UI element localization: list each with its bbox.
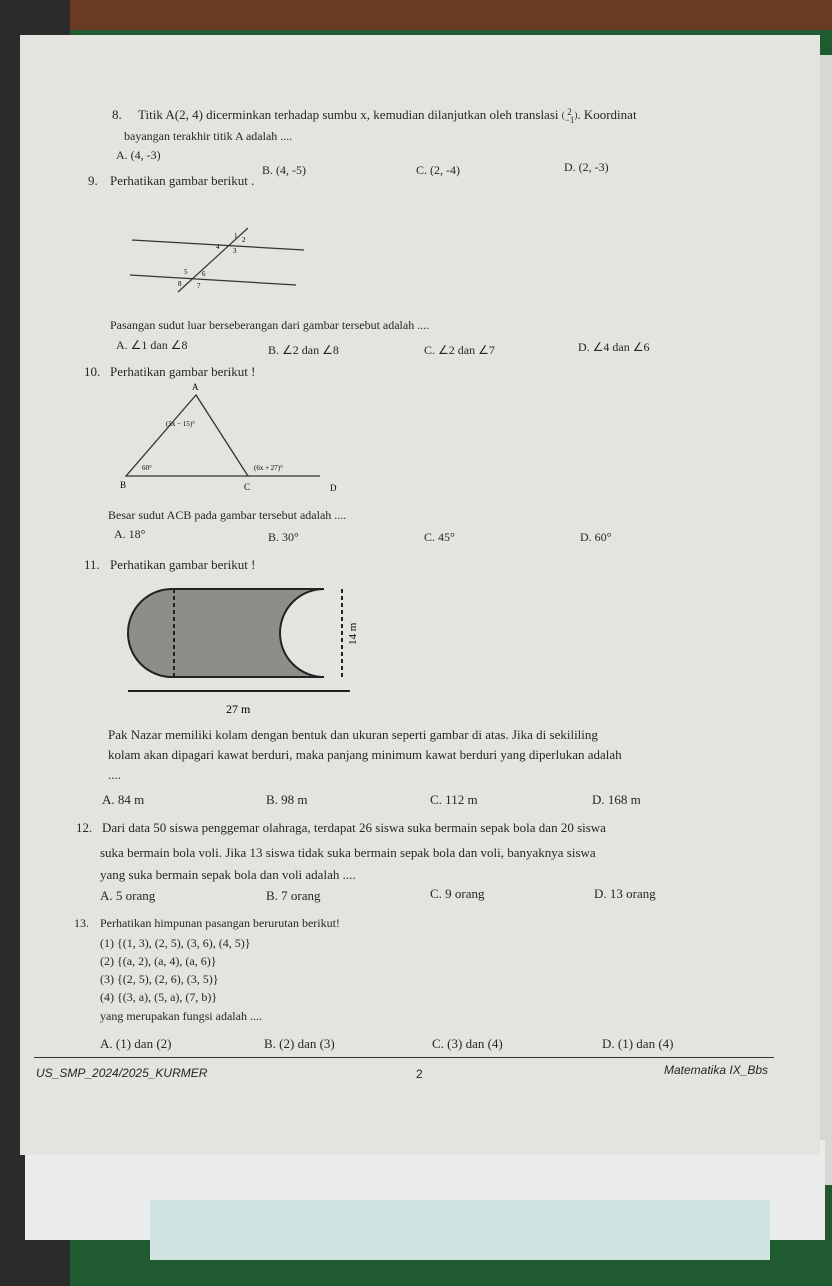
q9-figure — [120, 220, 310, 300]
q9-question: Pasangan sudut luar berseberangan dari gambar tersebut adalah .... — [110, 318, 430, 332]
q9-option-d: D. ∠4 dan ∠6 — [578, 340, 650, 354]
angle-label-6: 6 — [202, 270, 206, 278]
height-label: 14 m — [347, 622, 359, 645]
q12-option-a: A. 5 orang — [100, 888, 156, 903]
q9-option-a: A. ∠1 dan ∠8 — [116, 338, 188, 352]
background-top — [0, 0, 832, 30]
q10-number: 10. — [84, 364, 101, 379]
q11-option-a: A. 84 m — [102, 792, 145, 807]
q13-question: yang merupakan fungsi adalah .... — [100, 1009, 262, 1023]
angle-a-label: (5x − 15)° — [166, 420, 195, 428]
q12-option-d: D. 13 orang — [594, 886, 656, 901]
q9-option-c: C. ∠2 dan ∠7 — [424, 343, 495, 357]
q8-line1 — [138, 107, 637, 124]
q8-number: 8. — [112, 107, 122, 122]
q9-intro: Perhatikan gambar berikut . — [110, 173, 255, 188]
angle-c-label: (6x + 27)° — [254, 464, 283, 472]
angle-label-4: 4 — [216, 243, 220, 251]
transversal-line — [178, 228, 248, 292]
q8-option-a: A. (4, -3) — [116, 148, 161, 162]
q12-line3: yang suka bermain sepak bola dan voli adalah .... — [100, 867, 356, 882]
q11-pool-figure — [120, 583, 360, 718]
q8-option-d: D. (2, -3) — [564, 160, 609, 174]
lower-parallel-line — [130, 275, 296, 285]
exam-page — [20, 35, 820, 1155]
q10-option-d: D. 60° — [580, 530, 612, 544]
width-label: 27 m — [226, 702, 251, 716]
q8-option-c: C. (2, -4) — [416, 163, 461, 177]
q13-option-a: A. (1) dan (2) — [100, 1036, 172, 1051]
translation-vector: ( 2 −1) — [561, 107, 578, 126]
angle-label-3: 3 — [233, 247, 237, 255]
q12-option-b: B. 7 orang — [266, 888, 321, 903]
footer-divider — [34, 1057, 774, 1058]
q13-number: 13. — [74, 916, 89, 930]
q8-option-b: B. (4, -5) — [262, 163, 307, 177]
q9-number: 9. — [88, 173, 98, 188]
angle-label-2: 2 — [242, 236, 246, 244]
translation-bottom: −1 — [564, 115, 575, 126]
vertex-c-label: C — [244, 482, 251, 492]
q11-option-c: C. 112 m — [430, 792, 478, 807]
angle-label-7: 7 — [197, 282, 201, 290]
q13-intro: Perhatikan himpunan pasangan berurutan berikut! — [100, 916, 340, 930]
pool-shape — [128, 589, 324, 677]
q13-option-d: D. (1) dan (4) — [602, 1036, 674, 1051]
footer-left: US_SMP_2024/2025_KURMER — [36, 1066, 208, 1080]
q8-line1-end: . Koordinat — [577, 107, 637, 122]
q10-figure — [112, 380, 362, 498]
q12-line2: suka bermain bola voli. Jika 13 siswa tidak suka bermain sepak bola dan voli, banyaknya siswa — [100, 845, 596, 860]
q12-line1: Dari data 50 siswa penggemar olahraga, terdapat 26 siswa suka bermain sepak bola dan 20 siswa — [102, 820, 606, 835]
translation-top: 2 — [567, 107, 572, 118]
q11-intro: Perhatikan gambar berikut ! — [110, 557, 256, 572]
q11-text-line1: Pak Nazar memiliki kolam dengan bentuk dan ukuran seperti gambar di atas. Jika di sekililing — [108, 727, 598, 742]
q9-option-b: B. ∠2 dan ∠8 — [268, 343, 339, 357]
angle-b-label: 60° — [142, 464, 152, 472]
angle-label-8: 8 — [178, 280, 182, 288]
q10-question: Besar sudut ACB pada gambar tersebut adalah .... — [108, 508, 347, 522]
q11-text-line2: kolam akan dipagari kawat berduri, maka panjang minimum kawat berduri yang diperlukan adalah — [108, 747, 622, 762]
paper-behind-bottom-2 — [150, 1200, 770, 1260]
q8-text: Titik A(2, 4) dicerminkan terhadap sumbu x, kemudian dilanjutkan oleh translasi — [138, 107, 559, 122]
q12-option-c: C. 9 orang — [430, 886, 485, 901]
q13-set-2: (2) {(a, 2), (a, 4), (a, 6)} — [100, 954, 217, 968]
q11-option-d: D. 168 m — [592, 792, 641, 807]
q10-option-b: B. 30° — [268, 530, 299, 544]
q13-option-c: C. (3) dan (4) — [432, 1036, 503, 1051]
q10-intro: Perhatikan gambar berikut ! — [110, 364, 256, 379]
vertex-d-label: D — [330, 483, 337, 493]
q13-set-1: (1) {(1, 3), (2, 5), (3, 6), (4, 5)} — [100, 936, 251, 950]
q13-option-b: B. (2) dan (3) — [264, 1036, 335, 1051]
q13-set-3: (3) {(2, 5), (2, 6), (3, 5)} — [100, 972, 219, 986]
angle-label-5: 5 — [184, 268, 188, 276]
q10-option-a: A. 18° — [114, 527, 146, 541]
q11-option-b: B. 98 m — [266, 792, 308, 807]
q11-number: 11. — [84, 557, 100, 572]
q13-set-4: (4) {(3, a), (5, a), (7, b)} — [100, 990, 218, 1004]
q8-line2: bayangan terakhir titik A adalah .... — [124, 129, 293, 143]
q11-text-line3: .... — [108, 767, 121, 782]
q10-option-c: C. 45° — [424, 530, 455, 544]
vertex-a-label: A — [192, 382, 199, 392]
angle-label-1: 1 — [234, 232, 238, 240]
footer-page-number: 2 — [416, 1067, 423, 1081]
q12-number: 12. — [76, 820, 93, 835]
vertex-b-label: B — [120, 480, 127, 490]
footer-right: Matematika IX_Bbs — [664, 1063, 769, 1077]
